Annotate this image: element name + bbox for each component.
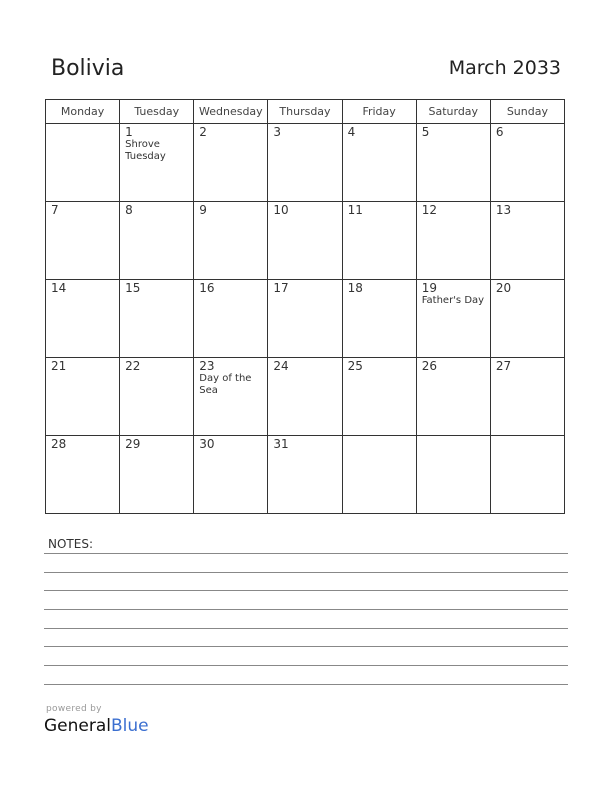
holiday-label: Shrove Tuesday [125, 139, 166, 162]
day-number [491, 436, 564, 437]
note-line [44, 665, 568, 666]
note-line [44, 684, 568, 685]
day-cell [194, 124, 268, 202]
day-number: 25 [347, 359, 363, 373]
day-cell [120, 436, 194, 514]
day-cell [416, 124, 490, 202]
day-cell [268, 436, 342, 514]
weekday-header: Thursday [268, 100, 342, 124]
day-cell [194, 280, 268, 358]
holiday-label: Day of the Sea [199, 373, 252, 396]
day-number: 31 [273, 437, 289, 451]
day-number: 13 [495, 203, 512, 217]
day-number: 29 [125, 437, 141, 451]
day-cell [46, 202, 120, 280]
week-row [46, 280, 565, 358]
day-number: 1 [125, 125, 133, 139]
day-number: 3 [273, 125, 282, 139]
day-number: 9 [199, 203, 207, 217]
weekday-header: Wednesday [194, 100, 268, 124]
day-number: 30 [199, 437, 215, 451]
note-line [44, 646, 568, 647]
note-line [44, 609, 568, 610]
day-number: 17 [273, 281, 289, 295]
powered-by-text: powered by [46, 704, 102, 714]
weekday-header: Saturday [416, 100, 490, 124]
day-cell [490, 202, 564, 280]
day-number [417, 436, 490, 437]
day-number: 7 [51, 203, 59, 217]
day-cell [46, 124, 120, 202]
day-cell [490, 358, 564, 436]
day-number: 18 [347, 281, 363, 295]
day-cell [490, 436, 564, 514]
day-cell [416, 280, 490, 358]
day-cell [268, 358, 342, 436]
day-cell [46, 358, 120, 436]
day-cell [46, 436, 120, 514]
day-number: 8 [125, 203, 133, 217]
day-number: 16 [199, 281, 215, 295]
day-cell [194, 202, 268, 280]
day-number: 24 [273, 359, 289, 373]
day-cell [268, 124, 342, 202]
weekday-header-row [46, 100, 565, 124]
weekday-header: Sunday [490, 100, 564, 124]
note-line [44, 590, 568, 591]
week-row [46, 202, 565, 280]
day-cell [120, 280, 194, 358]
day-number [46, 124, 119, 125]
weekday-header: Monday [46, 100, 120, 124]
brand-name-part1: General [44, 716, 111, 736]
holiday-label: Father's Day [421, 295, 485, 306]
note-line [44, 572, 568, 573]
day-cell [268, 202, 342, 280]
day-cell [342, 202, 416, 280]
day-number: 11 [347, 203, 363, 217]
day-number: 28 [51, 437, 67, 451]
day-number: 6 [495, 125, 504, 139]
week-row [46, 124, 565, 202]
day-number: 22 [125, 359, 141, 373]
country-title: Bolivia [51, 56, 125, 81]
note-line [44, 553, 568, 554]
day-number: 19 [421, 281, 437, 295]
day-cell [120, 202, 194, 280]
day-cell [490, 280, 564, 358]
day-cell [490, 124, 564, 202]
day-number: 2 [199, 125, 207, 139]
notes-label: NOTES: [48, 537, 93, 551]
weekday-header: Friday [342, 100, 416, 124]
month-year-title: March 2033 [448, 57, 561, 79]
day-cell [342, 436, 416, 514]
day-number: 12 [421, 203, 437, 217]
day-cell [120, 358, 194, 436]
calendar-grid [45, 99, 565, 514]
day-number: 23 [199, 359, 215, 373]
day-cell [194, 358, 268, 436]
week-row [46, 358, 565, 436]
day-cell [46, 280, 120, 358]
note-line [44, 628, 568, 629]
day-number: 27 [495, 359, 512, 373]
day-number: 14 [51, 281, 67, 295]
day-number: 21 [51, 359, 67, 373]
day-number: 26 [421, 359, 437, 373]
day-cell [416, 358, 490, 436]
day-number: 20 [495, 281, 512, 295]
day-cell [120, 124, 194, 202]
day-number: 4 [347, 125, 356, 139]
brand-logo [44, 716, 149, 736]
day-cell [416, 202, 490, 280]
day-cell [268, 280, 342, 358]
day-cell [194, 436, 268, 514]
day-number: 5 [421, 125, 430, 139]
day-cell [342, 280, 416, 358]
day-cell [416, 436, 490, 514]
day-cell [342, 358, 416, 436]
day-number [343, 436, 416, 437]
weekday-header: Tuesday [120, 100, 194, 124]
day-cell [342, 124, 416, 202]
brand-name-part2: Blue [111, 716, 149, 736]
day-number: 15 [125, 281, 141, 295]
day-number: 10 [273, 203, 289, 217]
week-row [46, 436, 565, 514]
